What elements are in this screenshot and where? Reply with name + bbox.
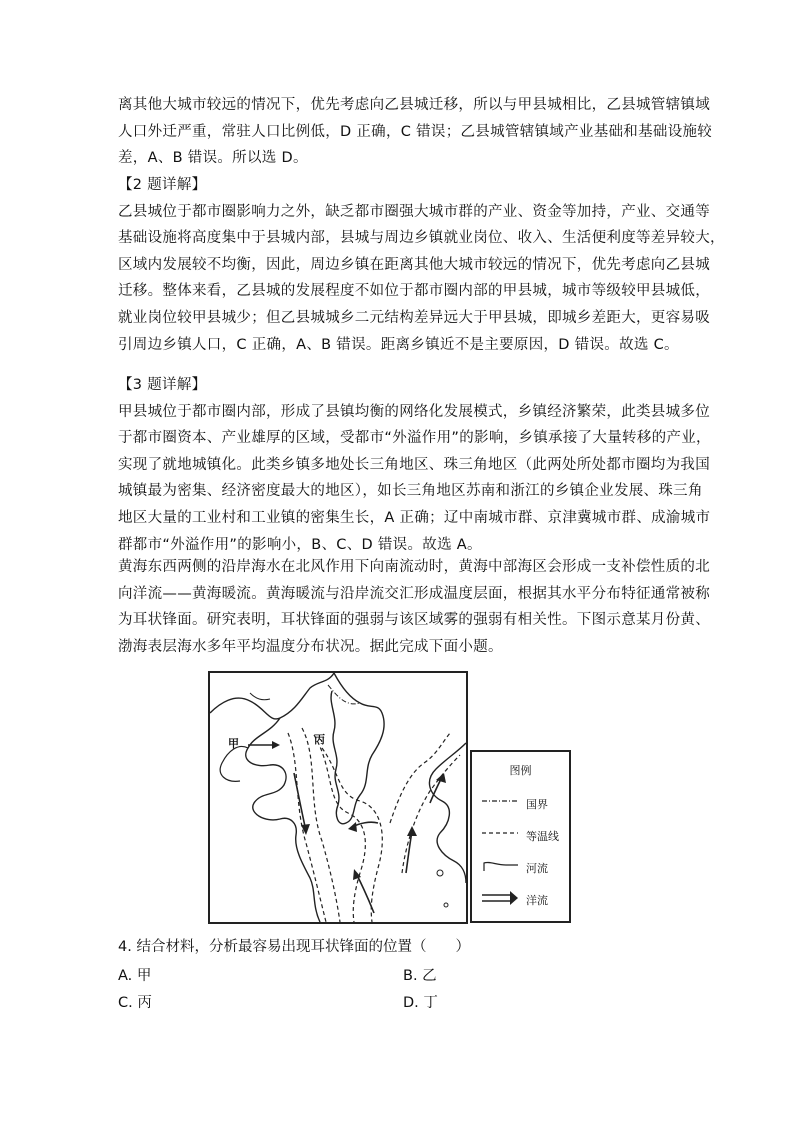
text-line: 黄海东西两侧的沿岸海水在北风作用下向南流动时，黄海中部海区会形成一支补偿性质的北 [118,559,710,575]
japan-coastline [429,743,466,883]
question-stem: 4. 结合材料，分析最容易出现耳状锋面的位置（ ） [118,939,470,955]
river-symbol-icon [480,859,520,873]
text-line: 乙县城位于都市圈影响力之外，缺乏都市圈强大城市群的产业、资金等加持，产业、交通等 [118,203,710,220]
legend-title: 图例 [509,764,532,777]
text-line: 差，A、B 错误。所以选 D。 [118,150,308,167]
section-heading: 【2 题详解】 [118,177,207,193]
text-line: 引周边乡镇人口，C 正确，A、B 错误。距离乡镇近不是主要原因，D 错误。故选 C。 [118,336,679,353]
korea-coastline [331,673,384,824]
isotherm-symbol-icon [480,827,520,839]
jia-arrowhead [272,741,280,749]
island [437,870,443,876]
map-drawing [210,673,466,922]
option-a[interactable]: A. 甲 [118,968,152,984]
option-d[interactable]: D. 丁 [403,995,438,1011]
text-line: 向洋流——黄海暖流。黄海暖流与沿岸流交汇形成温度层面，根据其水平分布特征通常被称 [118,585,710,602]
map-legend [470,750,571,923]
ocean-current-arrow [356,873,374,913]
legend-label: 洋流 [526,894,548,907]
legend-item-isotherm [480,824,570,846]
legend-item-current [480,888,570,910]
current-symbol-icon [480,891,520,905]
option-c[interactable]: C. 丙 [118,995,152,1011]
text-line: 地区大量的工业村和工业镇的密集生长，A 正确；辽中南城市群、京津冀城市群、成渝城市 [118,509,711,526]
text-line: 为耳状锋面。研究表明，耳状锋面的强弱与该区域雾的强弱有相关性。下图示意某月份黄、 [118,612,710,629]
text-line: 迁移。整体来看，乙县城的发展程度不如位于都市圈内部的甲县城，城市等级较甲县城低， [118,283,710,300]
text-line: 群都市“外溢作用”的影响小，B、C、D 错误。故选 A。 [118,536,482,553]
text-line: 区域内发展较不均衡，因此，周边乡镇在距离其他大城市较远的情况下，优先考虑向乙县城 [118,256,710,273]
text-line: 甲县城位于都市圈内部，形成了县镇均衡的网络化发展模式，乡镇经济繁荣，此类县城多位 [118,403,710,420]
text-line: 离其他大城市较远的情况下，优先考虑向乙县城迁移，所以与甲县城相比，乙县城管辖镇域 [118,97,710,113]
ocean-current-arrowhead [301,824,310,835]
question-2-detail [118,172,725,358]
option-b[interactable]: B. 乙 [403,968,437,984]
answer-paragraph-1 [118,92,713,172]
legend-label: 河流 [526,862,548,875]
text-line: 人口外迁严重，常驻人口比例低，D 正确，C 错误；乙县城管辖镇域产业基础和基础设施较 [118,123,713,140]
sea-temperature-map [208,671,468,924]
legend-item-border [480,792,570,814]
ocean-current-arrowhead [407,826,417,836]
legend-label: 国界 [526,798,548,811]
question-3-detail [118,372,711,558]
text-line: 就业岗位较甲县城少；但乙县城城乡二元结构差异远大于甲县城，即城乡差距大，更容易吸 [118,309,710,326]
legend-item-river [480,856,570,878]
isotherm-line [322,748,382,922]
material-paragraph [118,554,710,660]
label-bing: 丙 [314,733,325,746]
text-line: 渤海表层海水多年平均温度分布状况。据此完成下面小题。 [118,638,503,655]
label-jia: 甲 [228,737,239,750]
text-line: 实现了就地城镇化。此类乡镇多地处长三角地区、珠三角地区（此两处所处都市圈均为我国 [118,456,710,473]
island [444,903,448,907]
text-line: 于都市圈资本、产业雄厚的区域，受都市“外溢作用”的影响，乡镇承接了大量转移的产业， [118,430,711,447]
legend-label: 等温线 [526,830,559,843]
ocean-current-arrow [294,773,306,831]
isotherm-line [314,735,365,922]
ocean-current-arrowhead [348,822,357,832]
isotherm-line [402,755,460,873]
river-line [250,693,270,700]
border-symbol-icon [480,795,520,807]
text-line: 基础设施将高度集中于县城内部，县城与周边乡镇就业岗位、收入、生活便利度等差异较大， [118,230,725,247]
bohai-coast [220,746,248,781]
section-heading: 【3 题详解】 [118,377,207,393]
china-coastline [210,673,334,922]
text-line: 城镇最为密集、经济密度最大的地区），如长三角地区苏南和浙江的乡镇企业发展、珠三角 [118,483,703,500]
